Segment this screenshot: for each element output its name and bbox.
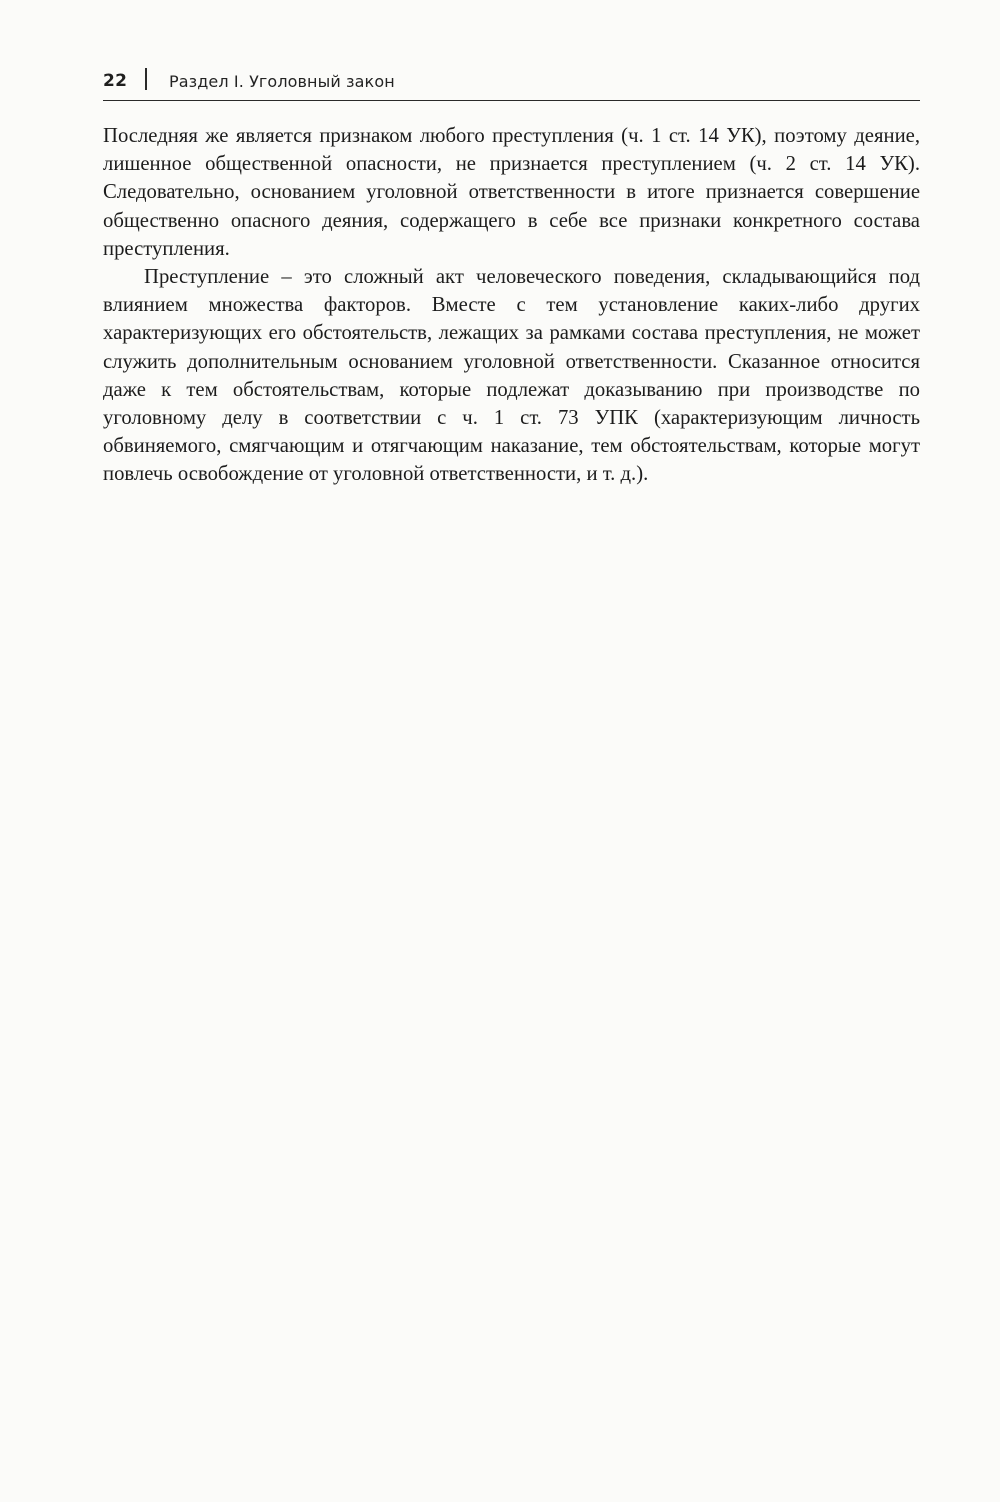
running-title: Раздел I. Уголовный закон xyxy=(169,72,395,91)
page-header xyxy=(103,68,920,101)
paragraph-2: Преступление – это сложный акт человеческого поведения, складывающийся под влиянием множества факторов. Вместе с тем установление каких-либо других характеризующих его обстоятельств, лежащих за рамками состава преступления, не может служить дополнительным основанием уголовной ответственности. Сказанное относится даже к тем обстоятельствам, которые подлежат доказыванию при производстве по уголовному делу в соответствии с ч. 1 ст. 73 УПК (характеризующим личность обвиняемого, смягчающим и отягчающим наказание, тем обстоятельствам, которые могут повлечь освобождение от уголовной ответственности, и т. д.). xyxy=(103,266,920,486)
page-number: 22 xyxy=(103,71,128,91)
body-text xyxy=(103,122,920,489)
header-divider xyxy=(145,68,147,90)
paragraph-1: Последняя же является признаком любого преступления (ч. 1 ст. 14 УК), поэтому деяние, лишенное общественной опасности, не признается преступлением (ч. 2 ст. 14 УК). Следовательно, основанием уголовной ответственности в итоге признается совершение общественно опасного деяния, содержащего в себе все признаки конкретного состава преступления. xyxy=(103,125,920,260)
